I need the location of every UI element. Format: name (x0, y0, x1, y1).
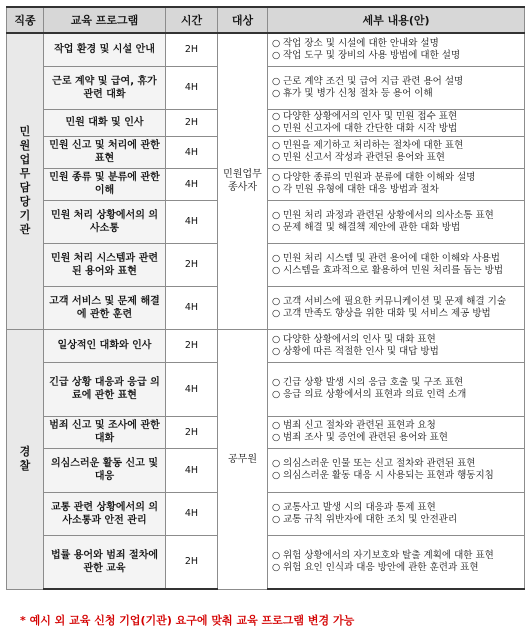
bullet-icon: ○ (272, 172, 281, 183)
program-time: 2H (166, 329, 218, 362)
detail-text: 민원 신고자에 대한 간단한 대화 시작 방법 (283, 122, 458, 134)
detail-item (272, 550, 521, 562)
program-name: 민원 종류 및 분류에 관한 이해 (44, 168, 166, 200)
bullet-icon: ○ (272, 345, 281, 357)
detail-item (272, 470, 521, 482)
header-time: 시간 (166, 7, 218, 33)
detail-text: 문제 해결 및 해결책 제안에 관한 대화 방법 (283, 221, 461, 233)
program-time: 4H (166, 286, 218, 329)
detail-text: 범죄 신고 절차와 관련된 표현과 요청 (283, 420, 436, 431)
detail-item (272, 377, 521, 389)
bullet-icon: ○ (272, 184, 281, 195)
program-name: 긴급 상황 대응과 응급 의료에 관한 표현 (44, 362, 166, 416)
detail-item (272, 172, 521, 184)
bullet-icon: ○ (272, 389, 281, 400)
bullet-icon: ○ (272, 110, 281, 122)
bullet-icon: ○ (272, 87, 281, 99)
table-header-row (7, 7, 525, 33)
detail-item (272, 265, 521, 277)
bullet-icon: ○ (272, 295, 281, 307)
detail-item (272, 562, 521, 574)
bullet-icon: ○ (272, 140, 281, 151)
details-cell (268, 136, 525, 168)
program-time: 4H (166, 136, 218, 168)
detail-text: 다양한 상황에서의 인사 및 대화 표현 (283, 333, 436, 345)
detail-text: 다양한 종류의 민원과 분류에 대한 이해와 설명 (283, 172, 476, 183)
program-time: 2H (166, 33, 218, 66)
program-name: 법률 용어와 범죄 절차에 관한 교육 (44, 535, 166, 589)
detail-text: 민원 처리 시스템 및 관련 용어에 대한 이해와 사용법 (283, 252, 500, 264)
header-job-type: 직종 (7, 7, 44, 33)
program-name: 의심스러운 활동 신고 및 대응 (44, 448, 166, 492)
detail-text: 교통 규칙 위반자에 대한 조치 및 안전관리 (283, 513, 458, 525)
bullet-icon: ○ (272, 561, 281, 573)
program-time: 2H (166, 535, 218, 589)
detail-item (272, 389, 521, 401)
program-name: 민원 신고 및 처리에 관한 표현 (44, 136, 166, 168)
details-cell (268, 168, 525, 200)
category-label: 민원업무담당기관 (19, 125, 31, 237)
bullet-icon: ○ (272, 513, 281, 525)
category-cell (7, 329, 44, 589)
bullet-icon: ○ (272, 75, 281, 87)
program-table-container (6, 6, 524, 590)
bullet-icon: ○ (272, 333, 281, 345)
detail-text: 위험 상황에서의 자기보호와 탈출 계획에 대한 표현 (283, 549, 494, 561)
table-body (7, 33, 525, 589)
details-cell (268, 448, 525, 492)
program-time: 4H (166, 168, 218, 200)
bullet-icon: ○ (272, 420, 281, 431)
detail-text: 민원을 제기하고 처리하는 절차에 대한 표현 (283, 140, 464, 151)
detail-item (272, 334, 521, 346)
detail-item (272, 420, 521, 432)
header-details: 세부 내용(안) (268, 7, 525, 33)
table-row (7, 33, 525, 66)
detail-item (272, 38, 521, 50)
target-label: 공무원 (228, 453, 257, 465)
bullet-icon: ○ (272, 470, 281, 481)
program-time: 4H (166, 362, 218, 416)
detail-item (272, 88, 521, 100)
detail-text: 교통사고 발생 시의 대응과 통제 표현 (283, 501, 436, 513)
detail-text: 작업 도구 및 장비의 사용 방법에 대한 설명 (283, 49, 461, 61)
details-cell (268, 416, 525, 448)
detail-item (272, 111, 521, 123)
program-name: 작업 환경 및 시설 안내 (44, 33, 166, 66)
bullet-icon: ○ (272, 221, 281, 233)
detail-text: 긴급 상황 발생 시의 응급 호출 및 구조 표현 (283, 377, 464, 388)
details-cell (268, 243, 525, 286)
target-cell (218, 329, 268, 589)
program-name: 근로 계약 및 급여, 휴가 관련 대화 (44, 66, 166, 109)
program-time: 4H (166, 66, 218, 109)
program-name: 민원 대화 및 인사 (44, 109, 166, 136)
detail-item (272, 50, 521, 62)
bullet-icon: ○ (272, 458, 281, 469)
detail-text: 작업 장소 및 시설에 대한 안내와 설명 (283, 37, 439, 49)
detail-item (272, 222, 521, 234)
bullet-icon: ○ (272, 152, 281, 163)
detail-text: 시스템을 효과적으로 활용하여 민원 처리를 돕는 방법 (283, 264, 504, 276)
detail-text: 위험 요인 인식과 대응 방안에 관한 훈련과 표현 (283, 561, 479, 573)
category-label: 경찰 (19, 445, 31, 472)
details-cell (268, 535, 525, 589)
detail-text: 고객 서비스에 필요한 커뮤니케이션 및 문제 해결 기술 (283, 295, 507, 307)
program-name: 고객 서비스 및 문제 해결에 관한 훈련 (44, 286, 166, 329)
details-cell (268, 362, 525, 416)
program-name: 민원 처리 상황에서의 의사소통 (44, 200, 166, 243)
detail-text: 근로 계약 조건 및 급여 지급 관련 용어 설명 (283, 75, 464, 87)
detail-text: 상황에 따른 적절한 인사 및 대답 방법 (283, 345, 439, 357)
program-time: 4H (166, 492, 218, 535)
category-cell (7, 33, 44, 329)
detail-text: 다양한 상황에서의 인사 및 민원 접수 표현 (283, 110, 458, 122)
bullet-icon: ○ (272, 252, 281, 264)
detail-text: 응급 의료 상황에서의 표현과 의료 인력 소개 (283, 389, 467, 400)
target-label: 민원업무종사자 (223, 169, 262, 194)
bullet-icon: ○ (272, 37, 281, 49)
details-cell (268, 492, 525, 535)
program-time: 2H (166, 416, 218, 448)
detail-item (272, 210, 521, 222)
bullet-icon: ○ (272, 432, 281, 443)
detail-item (272, 502, 521, 514)
detail-item (272, 514, 521, 526)
details-cell (268, 66, 525, 109)
detail-item (272, 140, 521, 152)
detail-item (272, 123, 521, 135)
details-cell (268, 200, 525, 243)
detail-item (272, 152, 521, 164)
education-program-table (6, 6, 525, 590)
bullet-icon: ○ (272, 122, 281, 134)
detail-item (272, 76, 521, 88)
detail-item (272, 432, 521, 444)
program-name: 민원 처리 시스템과 관련된 용어와 표현 (44, 243, 166, 286)
program-time: 4H (166, 200, 218, 243)
detail-text: 의심스러운 활동 대응 시 사용되는 표현과 행동지침 (283, 470, 494, 481)
target-cell (218, 33, 268, 329)
detail-text: 고객 만족도 향상을 위한 대화 및 서비스 제공 방법 (283, 307, 491, 319)
detail-item (272, 184, 521, 196)
details-cell (268, 33, 525, 66)
bullet-icon: ○ (272, 49, 281, 61)
detail-text: 범죄 조사 및 증언에 관련된 용어와 표현 (283, 432, 448, 443)
program-name: 일상적인 대화와 인사 (44, 329, 166, 362)
header-program: 교육 프로그램 (44, 7, 166, 33)
detail-text: 민원 신고서 작성과 관련된 용어와 표현 (283, 152, 445, 163)
table-row (7, 329, 525, 362)
detail-item (272, 308, 521, 320)
program-time: 2H (166, 243, 218, 286)
bullet-icon: ○ (272, 264, 281, 276)
detail-item (272, 346, 521, 358)
bullet-icon: ○ (272, 549, 281, 561)
program-name: 교통 관련 상황에서의 의사소통과 안전 관리 (44, 492, 166, 535)
program-name: 범죄 신고 및 조사에 관한 대화 (44, 416, 166, 448)
bullet-icon: ○ (272, 209, 281, 221)
detail-text: 휴가 및 병가 신청 절차 등 용어 이해 (283, 87, 433, 99)
detail-item (272, 458, 521, 470)
bullet-icon: ○ (272, 307, 281, 319)
bullet-icon: ○ (272, 377, 281, 388)
detail-text: 각 민원 유형에 대한 대응 방법과 절차 (283, 184, 439, 195)
bullet-icon: ○ (272, 501, 281, 513)
detail-text: 의심스러운 인물 또는 신고 절차와 관련된 표현 (283, 458, 476, 469)
header-target: 대상 (218, 7, 268, 33)
detail-item (272, 296, 521, 308)
detail-text: 민원 처리 과정과 관련된 상황에서의 의사소통 표현 (283, 209, 494, 221)
details-cell (268, 329, 525, 362)
program-time: 4H (166, 448, 218, 492)
footnote: * 예시 외 교육 신청 기업(기관) 요구에 맞춰 교육 프로그램 변경 가능 (20, 614, 355, 627)
detail-item (272, 253, 521, 265)
program-time: 2H (166, 109, 218, 136)
details-cell (268, 109, 525, 136)
details-cell (268, 286, 525, 329)
